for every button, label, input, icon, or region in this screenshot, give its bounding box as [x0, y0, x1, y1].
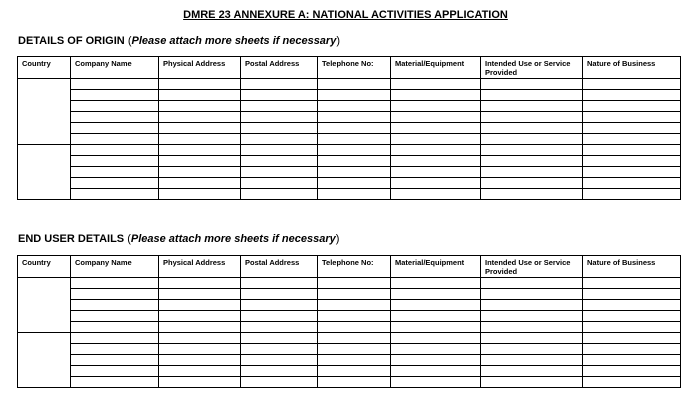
entry-cell[interactable] [391, 300, 481, 311]
entry-cell[interactable] [241, 123, 318, 134]
entry-cell[interactable] [481, 344, 583, 355]
entry-cell[interactable] [241, 344, 318, 355]
entry-cell[interactable] [583, 178, 681, 189]
table-row [18, 167, 681, 178]
table-row [18, 101, 681, 112]
entry-cell[interactable] [71, 278, 159, 289]
entry-cell[interactable] [391, 333, 481, 344]
entry-cell[interactable] [318, 300, 391, 311]
entry-cell[interactable] [583, 300, 681, 311]
entry-cell[interactable] [481, 90, 583, 101]
entry-cell[interactable] [159, 79, 241, 90]
document-title-text: DMRE 23 ANNEXURE A: NATIONAL ACTIVITIES APPLICATION [183, 9, 508, 21]
table-row [18, 355, 681, 366]
entry-cell[interactable] [583, 377, 681, 388]
header-company-name: Company Name [71, 57, 159, 79]
entry-cell[interactable] [241, 101, 318, 112]
entry-cell[interactable] [481, 366, 583, 377]
table-row [18, 300, 681, 311]
entry-cell[interactable] [71, 90, 159, 101]
table-row [18, 189, 681, 200]
entry-cell[interactable] [583, 366, 681, 377]
entry-cell[interactable] [583, 355, 681, 366]
entry-cell[interactable] [583, 134, 681, 145]
entry-cell[interactable] [318, 167, 391, 178]
entry-cell[interactable] [159, 289, 241, 300]
entry-cell[interactable] [481, 355, 583, 366]
entry-cell[interactable] [159, 355, 241, 366]
entry-cell[interactable] [318, 289, 391, 300]
entry-cell[interactable] [159, 278, 241, 289]
entry-cell[interactable] [159, 101, 241, 112]
entry-cell[interactable] [318, 278, 391, 289]
header-company-name: Company Name [71, 256, 159, 278]
entry-cell[interactable] [71, 101, 159, 112]
entry-cell[interactable] [318, 189, 391, 200]
entry-cell[interactable] [583, 79, 681, 90]
entry-cell[interactable] [583, 322, 681, 333]
entry-cell[interactable] [481, 156, 583, 167]
table-row [18, 145, 681, 156]
entry-cell[interactable] [391, 278, 481, 289]
entry-cell[interactable] [391, 289, 481, 300]
table-header-row [18, 57, 681, 79]
entry-cell[interactable] [391, 90, 481, 101]
section-title: DETAILS OF ORIGIN [18, 35, 125, 47]
entry-cell[interactable] [71, 355, 159, 366]
header-intended-use: Intended Use or Service Provided [481, 256, 583, 278]
entry-cell[interactable] [481, 101, 583, 112]
header-telephone: Telephone No: [318, 256, 391, 278]
table-row [18, 123, 681, 134]
country-cell[interactable] [18, 278, 71, 333]
entry-cell[interactable] [71, 123, 159, 134]
entry-cell[interactable] [241, 377, 318, 388]
table-header-row [18, 256, 681, 278]
entry-cell[interactable] [481, 134, 583, 145]
entry-cell[interactable] [318, 333, 391, 344]
table-row [18, 79, 681, 90]
entry-cell[interactable] [583, 112, 681, 123]
entry-cell[interactable] [318, 79, 391, 90]
entry-cell[interactable] [241, 333, 318, 344]
table-row [18, 278, 681, 289]
entry-cell[interactable] [159, 112, 241, 123]
table-row [18, 90, 681, 101]
document-title [0, 9, 691, 21]
entry-cell[interactable] [159, 156, 241, 167]
entry-cell[interactable] [318, 134, 391, 145]
entry-cell[interactable] [391, 156, 481, 167]
section-heading-origin [18, 35, 340, 47]
country-cell[interactable] [18, 145, 71, 200]
entry-cell[interactable] [391, 355, 481, 366]
entry-cell[interactable] [318, 101, 391, 112]
entry-cell[interactable] [583, 167, 681, 178]
section-note: Please attach more sheets if necessary [130, 233, 336, 245]
entry-cell[interactable] [583, 344, 681, 355]
entry-cell[interactable] [318, 178, 391, 189]
entry-cell[interactable] [318, 366, 391, 377]
entry-cell[interactable] [583, 90, 681, 101]
entry-cell[interactable] [241, 289, 318, 300]
entry-cell[interactable] [159, 344, 241, 355]
entry-cell[interactable] [583, 333, 681, 344]
header-physical-address: Physical Address [159, 256, 241, 278]
entry-cell[interactable] [391, 145, 481, 156]
entry-cell[interactable] [71, 366, 159, 377]
entry-cell[interactable] [391, 167, 481, 178]
entry-cell[interactable] [391, 112, 481, 123]
entry-cell[interactable] [159, 145, 241, 156]
header-telephone: Telephone No: [318, 57, 391, 79]
header-nature-of-business: Nature of Business [583, 256, 681, 278]
entry-cell[interactable] [391, 101, 481, 112]
entry-cell[interactable] [481, 311, 583, 322]
table-row [18, 333, 681, 344]
header-country: Country [18, 57, 71, 79]
entry-cell[interactable] [159, 189, 241, 200]
entry-cell[interactable] [241, 79, 318, 90]
header-country: Country [18, 256, 71, 278]
entry-cell[interactable] [159, 366, 241, 377]
entry-cell[interactable] [391, 189, 481, 200]
entry-cell[interactable] [159, 322, 241, 333]
entry-cell[interactable] [481, 333, 583, 344]
entry-cell[interactable] [71, 145, 159, 156]
header-material-equipment: Material/Equipment [391, 57, 481, 79]
table-row [18, 178, 681, 189]
header-postal-address: Postal Address [241, 57, 318, 79]
entry-cell[interactable] [318, 355, 391, 366]
entry-cell[interactable] [159, 300, 241, 311]
entry-cell[interactable] [71, 156, 159, 167]
section-title: END USER DETAILS [18, 233, 125, 245]
entry-cell[interactable] [318, 156, 391, 167]
entry-cell[interactable] [71, 112, 159, 123]
table-row [18, 311, 681, 322]
entry-cell[interactable] [241, 145, 318, 156]
entry-cell[interactable] [159, 333, 241, 344]
entry-cell[interactable] [583, 289, 681, 300]
entry-cell[interactable] [391, 377, 481, 388]
entry-cell[interactable] [241, 156, 318, 167]
paren-open: ( [127, 233, 131, 245]
entry-cell[interactable] [481, 112, 583, 123]
entry-cell[interactable] [583, 101, 681, 112]
origin-details-table [17, 56, 681, 200]
entry-cell[interactable] [241, 322, 318, 333]
entry-cell[interactable] [71, 300, 159, 311]
entry-cell[interactable] [318, 112, 391, 123]
header-intended-use: Intended Use or Service Provided [481, 57, 583, 79]
entry-cell[interactable] [391, 178, 481, 189]
entry-cell[interactable] [241, 366, 318, 377]
entry-cell[interactable] [241, 355, 318, 366]
entry-cell[interactable] [71, 167, 159, 178]
entry-cell[interactable] [241, 134, 318, 145]
entry-cell[interactable] [391, 79, 481, 90]
table-row [18, 112, 681, 123]
table-row [18, 377, 681, 388]
paren-close: ) [336, 35, 340, 47]
entry-cell[interactable] [71, 344, 159, 355]
header-material-equipment: Material/Equipment [391, 256, 481, 278]
paren-open: ( [127, 35, 132, 47]
entry-cell[interactable] [481, 322, 583, 333]
entry-cell[interactable] [391, 123, 481, 134]
entry-cell[interactable] [159, 123, 241, 134]
entry-cell[interactable] [159, 134, 241, 145]
country-cell[interactable] [18, 333, 71, 388]
entry-cell[interactable] [159, 311, 241, 322]
entry-cell[interactable] [481, 189, 583, 200]
section-note: Please attach more sheets if necessary [131, 35, 337, 47]
entry-cell[interactable] [318, 90, 391, 101]
table-row [18, 366, 681, 377]
entry-cell[interactable] [481, 278, 583, 289]
entry-cell[interactable] [481, 123, 583, 134]
table-row [18, 156, 681, 167]
entry-cell[interactable] [241, 90, 318, 101]
entry-cell[interactable] [583, 278, 681, 289]
entry-cell[interactable] [481, 178, 583, 189]
entry-cell[interactable] [481, 167, 583, 178]
entry-cell[interactable] [391, 344, 481, 355]
table-row [18, 344, 681, 355]
entry-cell[interactable] [318, 145, 391, 156]
entry-cell[interactable] [583, 123, 681, 134]
entry-cell[interactable] [481, 377, 583, 388]
entry-cell[interactable] [481, 145, 583, 156]
entry-cell[interactable] [583, 145, 681, 156]
table-row [18, 289, 681, 300]
entry-cell[interactable] [159, 178, 241, 189]
entry-cell[interactable] [71, 311, 159, 322]
entry-cell[interactable] [318, 311, 391, 322]
entry-cell[interactable] [159, 377, 241, 388]
entry-cell[interactable] [241, 278, 318, 289]
entry-cell[interactable] [318, 322, 391, 333]
entry-cell[interactable] [241, 178, 318, 189]
header-nature-of-business: Nature of Business [583, 57, 681, 79]
section-heading-end-user [18, 233, 339, 245]
entry-cell[interactable] [71, 322, 159, 333]
entry-cell[interactable] [583, 156, 681, 167]
entry-cell[interactable] [583, 311, 681, 322]
entry-cell[interactable] [241, 311, 318, 322]
entry-cell[interactable] [391, 366, 481, 377]
table-row [18, 134, 681, 145]
entry-cell[interactable] [71, 189, 159, 200]
entry-cell[interactable] [318, 344, 391, 355]
entry-cell[interactable] [481, 79, 583, 90]
entry-cell[interactable] [318, 123, 391, 134]
entry-cell[interactable] [159, 90, 241, 101]
entry-cell[interactable] [71, 377, 159, 388]
entry-cell[interactable] [481, 300, 583, 311]
entry-cell[interactable] [583, 189, 681, 200]
table-row [18, 322, 681, 333]
entry-cell[interactable] [241, 167, 318, 178]
header-postal-address: Postal Address [241, 256, 318, 278]
entry-cell[interactable] [481, 289, 583, 300]
paren-close: ) [335, 233, 340, 245]
end-user-details-table [17, 255, 681, 388]
entry-cell[interactable] [159, 167, 241, 178]
entry-cell[interactable] [241, 112, 318, 123]
country-cell[interactable] [18, 79, 71, 145]
entry-cell[interactable] [391, 134, 481, 145]
entry-cell[interactable] [71, 333, 159, 344]
entry-cell[interactable] [71, 134, 159, 145]
entry-cell[interactable] [71, 178, 159, 189]
header-physical-address: Physical Address [159, 57, 241, 79]
entry-cell[interactable] [391, 322, 481, 333]
entry-cell[interactable] [241, 189, 318, 200]
entry-cell[interactable] [391, 311, 481, 322]
entry-cell[interactable] [318, 377, 391, 388]
entry-cell[interactable] [241, 300, 318, 311]
entry-cell[interactable] [71, 79, 159, 90]
entry-cell[interactable] [71, 289, 159, 300]
